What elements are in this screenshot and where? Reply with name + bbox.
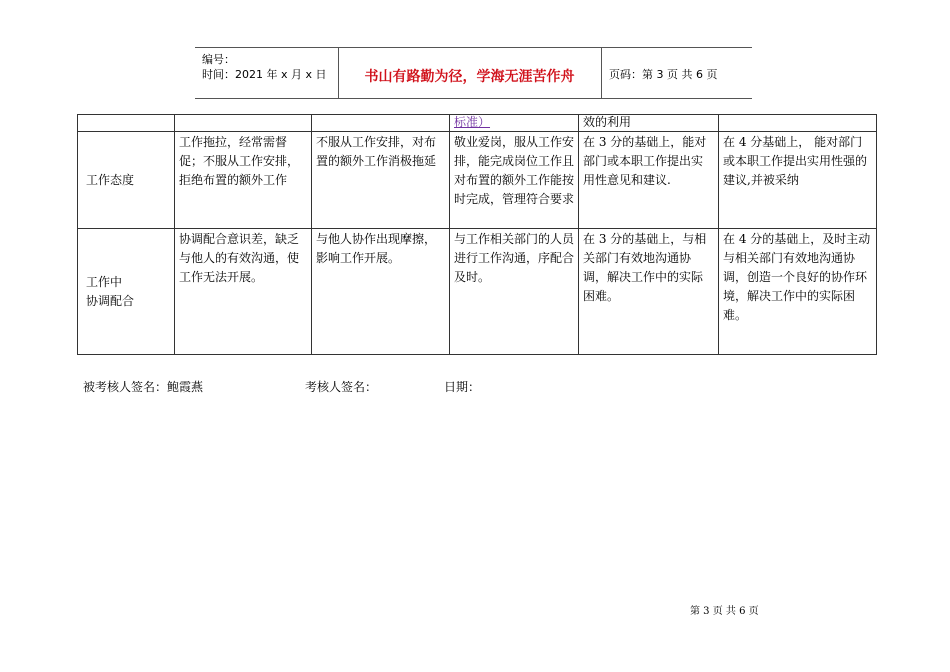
- table-cell: 效的利用: [579, 115, 719, 132]
- table-cell: [175, 115, 312, 132]
- header-page-number: 页码：第 3 页 共 6 页: [609, 68, 718, 81]
- table-cell: [719, 115, 877, 132]
- examinee-signature: 被考核人签名：鲍霞燕: [83, 380, 204, 394]
- category-label: 工作态度: [78, 132, 175, 229]
- examiner-signature: 考核人签名：: [305, 380, 378, 394]
- table-cell: 与工作相关部门的人员进行工作沟通，序配合及时。: [450, 229, 579, 355]
- table-row: [78, 132, 877, 229]
- table-cell: 在 3 分的基础上，与相关部门有效地沟通协调，解决工作中的实际困难。: [579, 229, 719, 355]
- header-motto: 书山有路勤为径，学海无涯苦作舟: [364, 69, 575, 85]
- table-cell: 与他人协作出现摩擦，影响工作开展。: [312, 229, 450, 355]
- table-row: [78, 115, 877, 132]
- table-cell: 在 3 分的基础上，能对部门或本职工作提出实用性意见和建议.: [579, 132, 719, 229]
- page-footer: 第 3 页 共 6 页: [690, 606, 759, 617]
- table-cell: [78, 115, 175, 132]
- table-cell: [450, 115, 579, 132]
- document-code-label: 编号：: [202, 53, 235, 66]
- table-cell: 不服从工作安排，对布置的额外工作消极拖延: [312, 132, 450, 229]
- table-cell: 在 4 分基础上， 能对部门或本职工作提出实用性强的建议,并被采纳: [719, 132, 877, 229]
- table-cell: 敬业爱岗，服从工作安排，能完成岗位工作且对布置的额外工作能按时完成，管理符合要求: [450, 132, 579, 229]
- standard-link[interactable]: 标准）: [454, 115, 491, 129]
- table-cell: [312, 115, 450, 132]
- document-time-label: 时间：2021 年 x 月 x 日: [202, 68, 327, 81]
- page-header: [195, 47, 752, 99]
- date-label: 日期：: [444, 380, 481, 394]
- category-label-line: 协调配合: [86, 293, 135, 308]
- table-row: [78, 229, 877, 355]
- category-label-line: 工作中: [86, 274, 123, 289]
- table-cell: 在 4 分的基础上，及时主动与相关部门有效地沟通协调，创造一个良好的协作环境，解决工作中的实际困难。: [719, 229, 877, 355]
- table-cell: 工作拖拉，经常需督促；不服从工作安排，拒绝布置的额外工作: [175, 132, 312, 229]
- header-divider: [601, 48, 602, 98]
- table-cell: 协调配合意识差，缺乏与他人的有效沟通，使工作无法开展。: [175, 229, 312, 355]
- evaluation-table: [77, 114, 877, 355]
- category-label: [78, 229, 175, 355]
